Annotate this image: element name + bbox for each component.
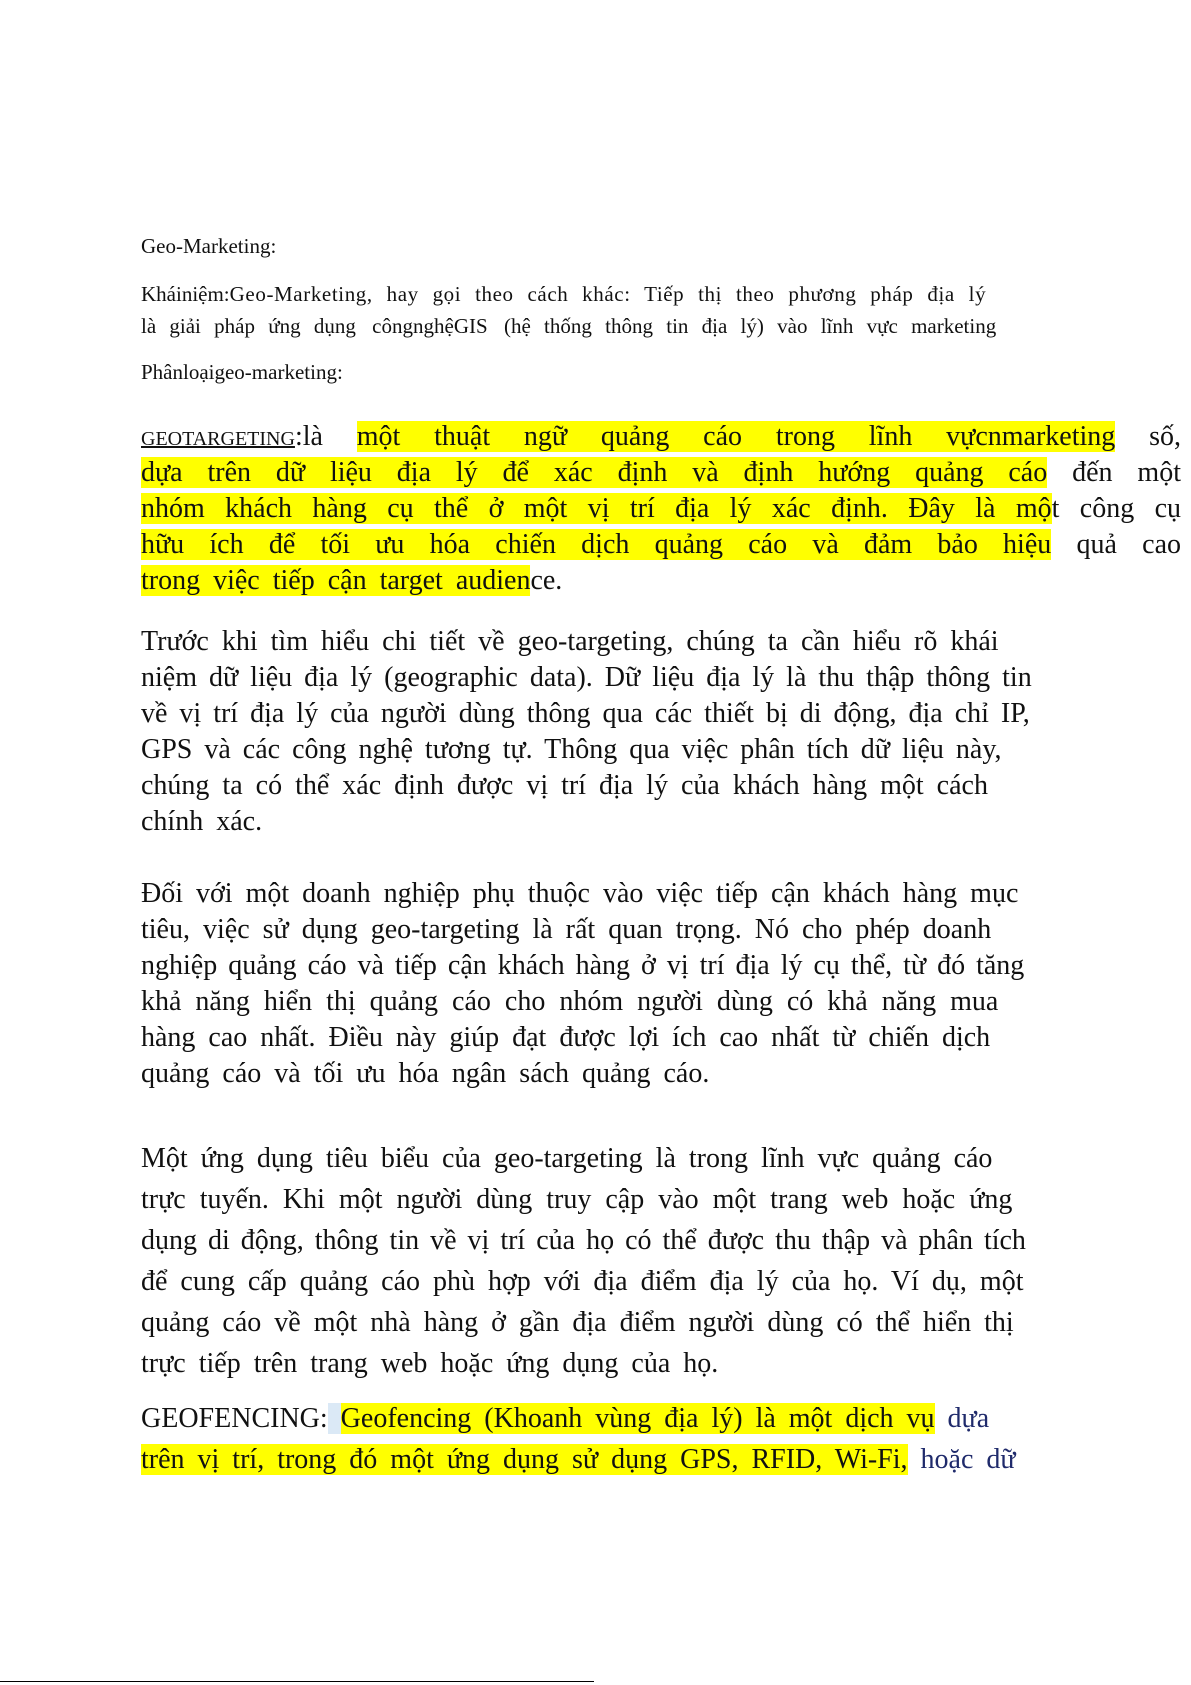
- p4-line-4: để cung cấp quảng cáo phù hợp với địa điểm địa lý của họ. Ví dụ, một: [141, 1266, 1024, 1297]
- classification-heading: Phânloạigeo-marketing:: [141, 360, 343, 384]
- concept-line-2: là giải pháp ứng dụng􏰀côngnghệGIS􏰀(hệ thống thông tin địa lý) vào lĩnh vực marketing􏰀: [141, 314, 1013, 338]
- p4-line-1: Một ứng dụng tiêu biểu của geo-targeting là trong lĩnh vực quảng cáo: [141, 1143, 993, 1174]
- concept-line-1: Kháiniệm:Geo-Marketing, hay gọi theo cách khác: Tiếp thị theo phương pháp địa lý: [141, 282, 987, 306]
- p4-line-5: quảng cáo về một nhà hàng ở gần địa điểm người dùng có thể hiển thị: [141, 1307, 1014, 1338]
- p4-line-6: trực tiếp trên trang web hoặc ứng dụng của họ.: [141, 1348, 719, 1379]
- p2-line-4: GPS và các công nghệ tương tự. Thông qua việc phân tích dữ liệu này,: [141, 734, 1002, 765]
- heading: Geo-Marketing:: [141, 234, 277, 258]
- geotargeting-term: GEOTARGETING: [141, 428, 295, 450]
- footer-separator: [0, 1681, 594, 1682]
- concept-label: Kháiniệm:: [141, 282, 230, 306]
- geotargeting-line-2: dựa trên dữ liệu địa lý để xác định và định hướng quảng cáo đến một: [141, 457, 1181, 488]
- geofencing-line-2: trên vị trí, trong đó một ứng dụng sử dụng GPS, RFID, Wi-Fi, hoặc dữ: [141, 1444, 1016, 1475]
- p2-line-2: niệm dữ liệu địa lý (geographic data). Dữ liệu địa lý là thu thập thông tin: [141, 662, 1032, 693]
- p3-line-4: khả năng hiển thị quảng cáo cho nhóm người dùng có khả năng mua: [141, 986, 999, 1017]
- p2-line-3: về vị trí địa lý của người dùng thông qua các thiết bị di động, địa chỉ IP,: [141, 698, 1030, 729]
- geofencing-line-1: GEOFENCING: Geofencing (Khoanh vùng địa lý) là một dịch vụ dựa: [141, 1403, 990, 1434]
- p3-line-3: nghiệp quảng cáo và tiếp cận khách hàng ở vị trí địa lý cụ thể, từ đó tăng: [141, 950, 1025, 981]
- geotargeting-line-1: GEOTARGETING:là một thuật ngữ quảng cáo trong lĩnh vựcnmarketing số,: [141, 421, 1181, 452]
- p3-line-5: hàng cao nhất. Điều này giúp đạt được lợi ích cao nhất từ chiến dịch: [141, 1022, 991, 1053]
- p2-line-5: chúng ta có thể xác định được vị trí địa lý của khách hàng một cách: [141, 770, 988, 801]
- p4-line-3: dụng di động, thông tin về vị trí của họ có thể được thu thập và phân tích: [141, 1225, 1026, 1256]
- p2-line-6: chính xác.: [141, 806, 263, 837]
- p3-line-2: tiêu, việc sử dụng geo-targeting là rất quan trọng. Nó cho phép doanh: [141, 914, 992, 945]
- geotargeting-line-4: hữu ích để tối ưu hóa chiến dịch quảng cáo và đảm bảo hiệu quả cao: [141, 529, 1181, 560]
- geofencing-term: GEOFENCING:: [141, 1403, 328, 1434]
- p3-line-6: quảng cáo và tối ưu hóa ngân sách quảng cáo.: [141, 1058, 710, 1089]
- p3-line-1: Đối với một doanh nghiệp phụ thuộc vào việc tiếp cận khách hàng mục: [141, 878, 1019, 909]
- p4-line-2: trực tuyến. Khi một người dùng truy cập vào một trang web hoặc ứng: [141, 1184, 1013, 1215]
- geotargeting-line-3: nhóm khách hàng cụ thể ở một vị trí địa lý xác định. Đây là một công cụ: [141, 493, 1181, 524]
- geotargeting-line-5: trong việc tiếp cận target audience.: [141, 565, 563, 596]
- p2-line-1: Trước khi tìm hiểu chi tiết về geo-targeting, chúng ta cần hiểu rõ khái: [141, 626, 999, 657]
